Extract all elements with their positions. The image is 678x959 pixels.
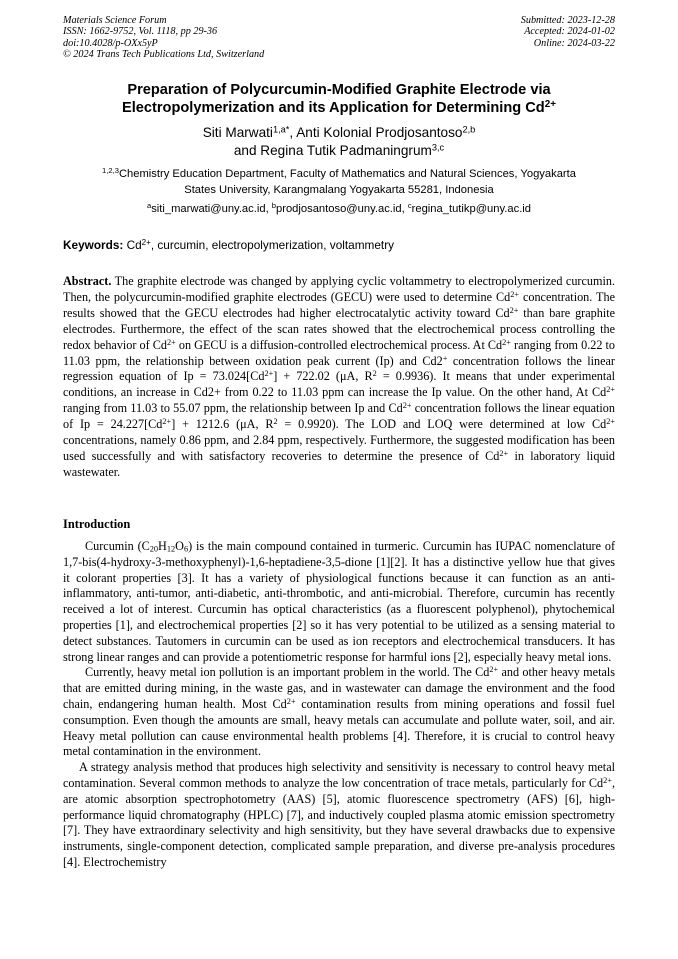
date-submitted: Submitted: 2023-12-28 xyxy=(520,15,615,26)
email-b: prodjosantoso@uny.ac.id, xyxy=(276,203,408,215)
authors-line-2: and Regina Tutik Padmaningrum$^{3,c}$ xyxy=(233,142,445,158)
date-online: Online: 2024-03-22 xyxy=(533,37,615,49)
author-2: , Anti Kolonial Prodjosantoso xyxy=(289,125,463,140)
submission-dates xyxy=(521,15,615,49)
title-line-1: Preparation of Polycurcumin-Modified Graphite Electrode via xyxy=(127,82,551,98)
intro-paragraph-1: Curcumin $(C_{20}H_{12}O_6)$ is the main compound contained in turmeric. Curcumin has IUPAC nomenclature of 1,7-bis(4-hydroxy-3-methoxyphenyl)-1,6-heptadiene-3,5-dione [1][2]. It has a distinctive yellow hue that gives it colorant properties [3]. It has a variety of physiological functions because it can function as an anti-inflammatory, anti-tumor, anti-diabetic, anti-thrombotic, and anti-microbial. Therefore, curcumin has recently received a lot of interest. Curcumin has optical characteristics (as a fluorescent polyphenol), phytochemical properties [1], and electrochemical properties [2] so it has very potential to be utilized as a sensing material to detect substances. Tautomers in curcumin can be used as ion receptors and electrochemical transducers. It has strong linear ranges and can provide a potentiometric response for harmful ions [2], especially heavy metal ions. xyxy=(63,539,615,664)
title-line-2: Electropolymerization and its Application for Determining $Cd^{2+}$ xyxy=(121,99,557,116)
email-a: siti_marwati@uny.ac.id, xyxy=(151,203,272,215)
abstract: Abstract. The graphite electrode was changed by applying cyclic voltammetry to electropolymerized curcumin. Then, the polycurcumin-modified graphite electrodes (GECU) were used to determine $Cd^{2+}$ concentration. The results showed that the GECU electrodes had higher electrocatalytic activity toward $Cd^{2+}$ than bare graphite electrodes. Furthermore, the effect of the scan rates showed that the electrochemical process controlling the redox behavior of $Cd^{2+}$ on GECU is a diffusion-controlled electrochemical process. At $Cd^{2+}$ ranging from 0.22 to 11.03 ppm, the relationship between oxidation peak current (Ip) and Cd2+ concentration follows the linear regression equation of $Ip = 73.024[Cd^{2+}] + 722.02$ (μA, $R^2 = 0.9936$). It means that under experimental conditions, an increase in Cd2+ from 0.22 to 11.03 ppm can increase the Ip value. On the other hand, At $Cd^{2+}$ ranging from 11.03 to 55.07 ppm, the relationship between Ip and $Cd^{2+}$ concentration follows the linear equation of $Ip = 24.227[Cd^{2+}] + 1212.6$ (μA, $R^2 = 0.9920$). The LOD and LOQ were determined at low $Cd^{2+}$ concentrations, namely 0.86 ppm, and 2.84 ppm, respectively. Furthermore, the suggested modification has been used successfully and with satisfactory recoveries to determine the presence of $Cd^{2+}$ in laboratory liquid wastewater. xyxy=(63,274,616,479)
intro-paragraph-2: Currently, heavy metal ion pollution is an important problem in the world. The $Cd^{2+}$ and other heavy metals that are emitted during mining, in the waste gas, and in wastewater can damage the environment and the food chain, endangering human health. Most $Cd^{2+}$ contamination results from mining operations and fossil fuel consumption. Even though the amounts are small, heavy metals can accumulate and pollute water, soil, and air. Heavy metal pollution can cause environmental health problems [4]. Therefore, it is crucial to control heavy metal contamination in the environment. xyxy=(63,665,615,759)
keywords-label: Keywords: xyxy=(63,238,124,252)
journal-header xyxy=(63,15,264,61)
keywords: Keywords: $Cd^{2+}$, curcumin, electropolymerization, voltammetry xyxy=(63,238,395,252)
journal-issn: ISSN: 1662-9752, Vol. 1118, pp 29-36 xyxy=(63,26,218,38)
affiliation: $^{1,2,3}$Chemistry Education Department, Faculty of Mathematics and Natural Sciences, Yogyakarta States University, Karangmalang Yogyakarta 55281, Indonesia xyxy=(102,166,576,196)
journal-copyright: © 2024 Trans Tech Publications Ltd, Switzerland xyxy=(63,49,265,61)
author-emails: $^a$siti_marwati@uny.ac.id, $^b$prodjosantoso@uny.ac.id, $^c$regina_tutikp@uny.ac.id xyxy=(146,201,532,215)
date-accepted: Accepted: 2024-01-02 xyxy=(524,26,615,38)
author-list xyxy=(63,124,615,160)
email-c: regina_tutikp@uny.ac.id xyxy=(411,203,532,215)
abstract-label: Abstract. xyxy=(63,274,112,288)
author-3: and Regina Tutik Padmaningrum xyxy=(233,143,432,158)
introduction-heading: Introduction xyxy=(63,517,131,531)
paper-title xyxy=(63,81,615,117)
intro-paragraph-3: A strategy analysis method that produces high selectivity and sensitivity is necessary to control heavy metal contamination. Several common methods to analyze the low concentration of trace metals, particularly for $Cd^{2+}$, are atomic absorption spectrophotometry (AAS) [5], atomic fluorescence spectrometry (AFS) [6], high-performance liquid chromatography (HPLC) [7], and inductively coupled plasma atomic emission spectrometry [7]. They have extraordinary selectivity and high sensitivity, but they have several drawbacks due to expensive instruments, single-component detection, complicated sample preparation, and diverse pre-analysis procedures [4]. Electrochemistry xyxy=(63,760,615,869)
author-1: Siti Marwati xyxy=(202,125,273,140)
journal-name: Materials Science Forum xyxy=(63,15,167,26)
introduction-body xyxy=(63,539,615,871)
authors-line-1: Siti Marwati$^{1,a*}$, Anti Kolonial Prodjosantoso$^{2,b}$ xyxy=(202,124,476,140)
journal-doi: doi:10.4028/p-OXx5yP xyxy=(63,37,158,49)
